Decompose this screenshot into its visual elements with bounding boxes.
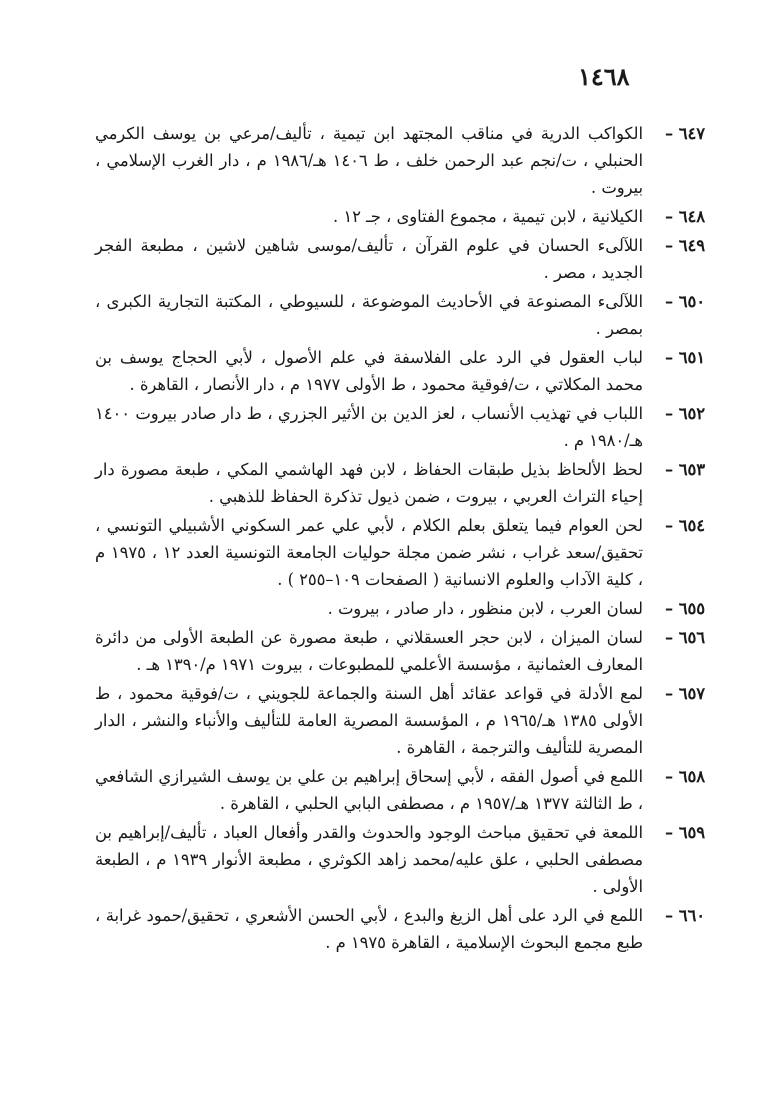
entry-number: ٦٥٧ – <box>664 684 705 703</box>
entry-text: اللآلىء المصنوعة في الأحاديث الموضوعة ، للسيوطي ، المكتبة التجارية الكبرى ، بمصر . <box>95 292 643 338</box>
bibliography-entry <box>95 203 705 230</box>
entry-text: اللمع في الرد على أهل الزيغ والبدع ، لأبي الحسن الأشعري ، تحقيق/حمود غرابة ، طبع مجمع البحوث الإسلامية ، القاهرة ١٩٧٥ م . <box>95 906 643 952</box>
bibliography-entry <box>95 624 705 678</box>
entry-number: ٦٥٨ – <box>664 767 705 786</box>
entry-number: ٦٥٥ – <box>664 599 705 618</box>
bibliography-entry <box>95 344 705 398</box>
entry-number: ٦٥٤ – <box>664 516 705 535</box>
bibliography-entry <box>95 819 705 900</box>
bibliography-entry <box>95 680 705 761</box>
entry-text: اللباب في تهذيب الأنساب ، لعز الدين بن الأثير الجزري ، ط دار صادر بيروت ١٤٠٠ هـ/١٩٨٠ م . <box>95 404 643 450</box>
bibliography-entry <box>95 902 705 956</box>
entry-number: ٦٤٩ – <box>664 236 705 255</box>
bibliography-entry <box>95 400 705 454</box>
entry-number: ٦٥١ – <box>664 348 705 367</box>
entry-text: لمع الأدلة في قواعد عقائد أهل السنة والجماعة للجويني ، ت/فوقية محمود ، ط الأولى ١٣٨٥ هـ/١٩٦٥ م ، المؤسسة المصرية العامة للتأليف والأنباء والنشر ، الدار المصرية للتأليف والترجمة ، القاهرة . <box>95 684 643 757</box>
entry-text: اللمعة في تحقيق مباحث الوجود والحدوث والقدر وأفعال العباد ، تأليف/إبراهيم بن مصطفى الحلبي ، علق عليه/محمد زاهد الكوثري ، مطبعة الأنوار ١٩٣٩ م ، الطبعة الأولى . <box>95 823 643 896</box>
entry-text: لسان الميزان ، لابن حجر العسقلاني ، طبعة مصورة عن الطبعة الأولى من دائرة المعارف العثمانية ، مؤسسة الأعلمي للمطبوعات ، بيروت ١٩٧١ م/١٣٩٠ هـ . <box>95 628 643 674</box>
bibliography-entry <box>95 120 705 201</box>
entry-number: ٦٤٨ – <box>664 207 705 226</box>
entry-number: ٦٤٧ – <box>664 124 705 143</box>
entry-number: ٦٥٠ – <box>664 292 705 311</box>
entry-number: ٦٥٣ – <box>664 460 705 479</box>
entry-text: اللآلىء الحسان في علوم القرآن ، تأليف/موسى شاهين لاشين ، مطبعة الفجر الجديد ، مصر . <box>95 236 643 282</box>
bibliography-entry <box>95 512 705 593</box>
page-number: ١٤٦٨ <box>578 62 630 91</box>
entry-text: لباب العقول في الرد على الفلاسفة في علم الأصول ، لأبي الحجاج يوسف بن محمد المكلاتي ، ت/فوقية محمود ، ط الأولى ١٩٧٧ م ، دار الأنصار ، القاهرة . <box>95 348 643 394</box>
bibliography-entry <box>95 232 705 286</box>
bibliography-entry <box>95 595 705 622</box>
entry-text: اللمع في أصول الفقه ، لأبي إسحاق إبراهيم بن علي بن يوسف الشيرازي الشافعي ، ط الثالثة ١٣٧٧ هـ/١٩٥٧ م ، مصطفى البابي الحلبي ، القاهرة . <box>95 767 643 813</box>
bibliography-entry <box>95 456 705 510</box>
entry-text: لحن العوام فيما يتعلق بعلم الكلام ، لأبي علي عمر السكوني الأشبيلي التونسي ، تحقيق/سعد غراب ، نشر ضمن مجلة حوليات الجامعة التونسية العدد ١٢ ، ١٩٧٥ م ، كلية الآداب والعلوم الانسانية ( الصفحات ١٠٩–٢٥٥ ) . <box>95 516 643 589</box>
entry-text: لسان العرب ، لابن منظور ، دار صادر ، بيروت . <box>327 599 643 618</box>
entry-text: لحظ الألحاظ بذيل طبقات الحفاظ ، لابن فهد الهاشمي المكي ، طبعة مصورة دار إحياء التراث العربي ، بيروت ، ضمن ذيول تذكرة الحفاظ للذهبي . <box>95 460 643 506</box>
bibliography-list <box>95 120 705 958</box>
entry-number: ٦٦٠ – <box>664 906 705 925</box>
bibliography-entry <box>95 763 705 817</box>
bibliography-entry <box>95 288 705 342</box>
entry-text: الكواكب الدرية في مناقب المجتهد ابن تيمية ، تأليف/مرعي بن يوسف الكرمي الحنبلي ، ت/نجم عبد الرحمن خلف ، ط ١٤٠٦ هـ/١٩٨٦ م ، دار الغرب الإسلامي ، بيروت . <box>95 124 643 197</box>
entry-number: ٦٥٦ – <box>664 628 705 647</box>
entry-number: ٦٥٩ – <box>664 823 705 842</box>
entry-number: ٦٥٢ – <box>664 404 705 423</box>
entry-text: الكيلانية ، لابن تيمية ، مجموع الفتاوى ، جـ ١٢ . <box>333 207 643 226</box>
